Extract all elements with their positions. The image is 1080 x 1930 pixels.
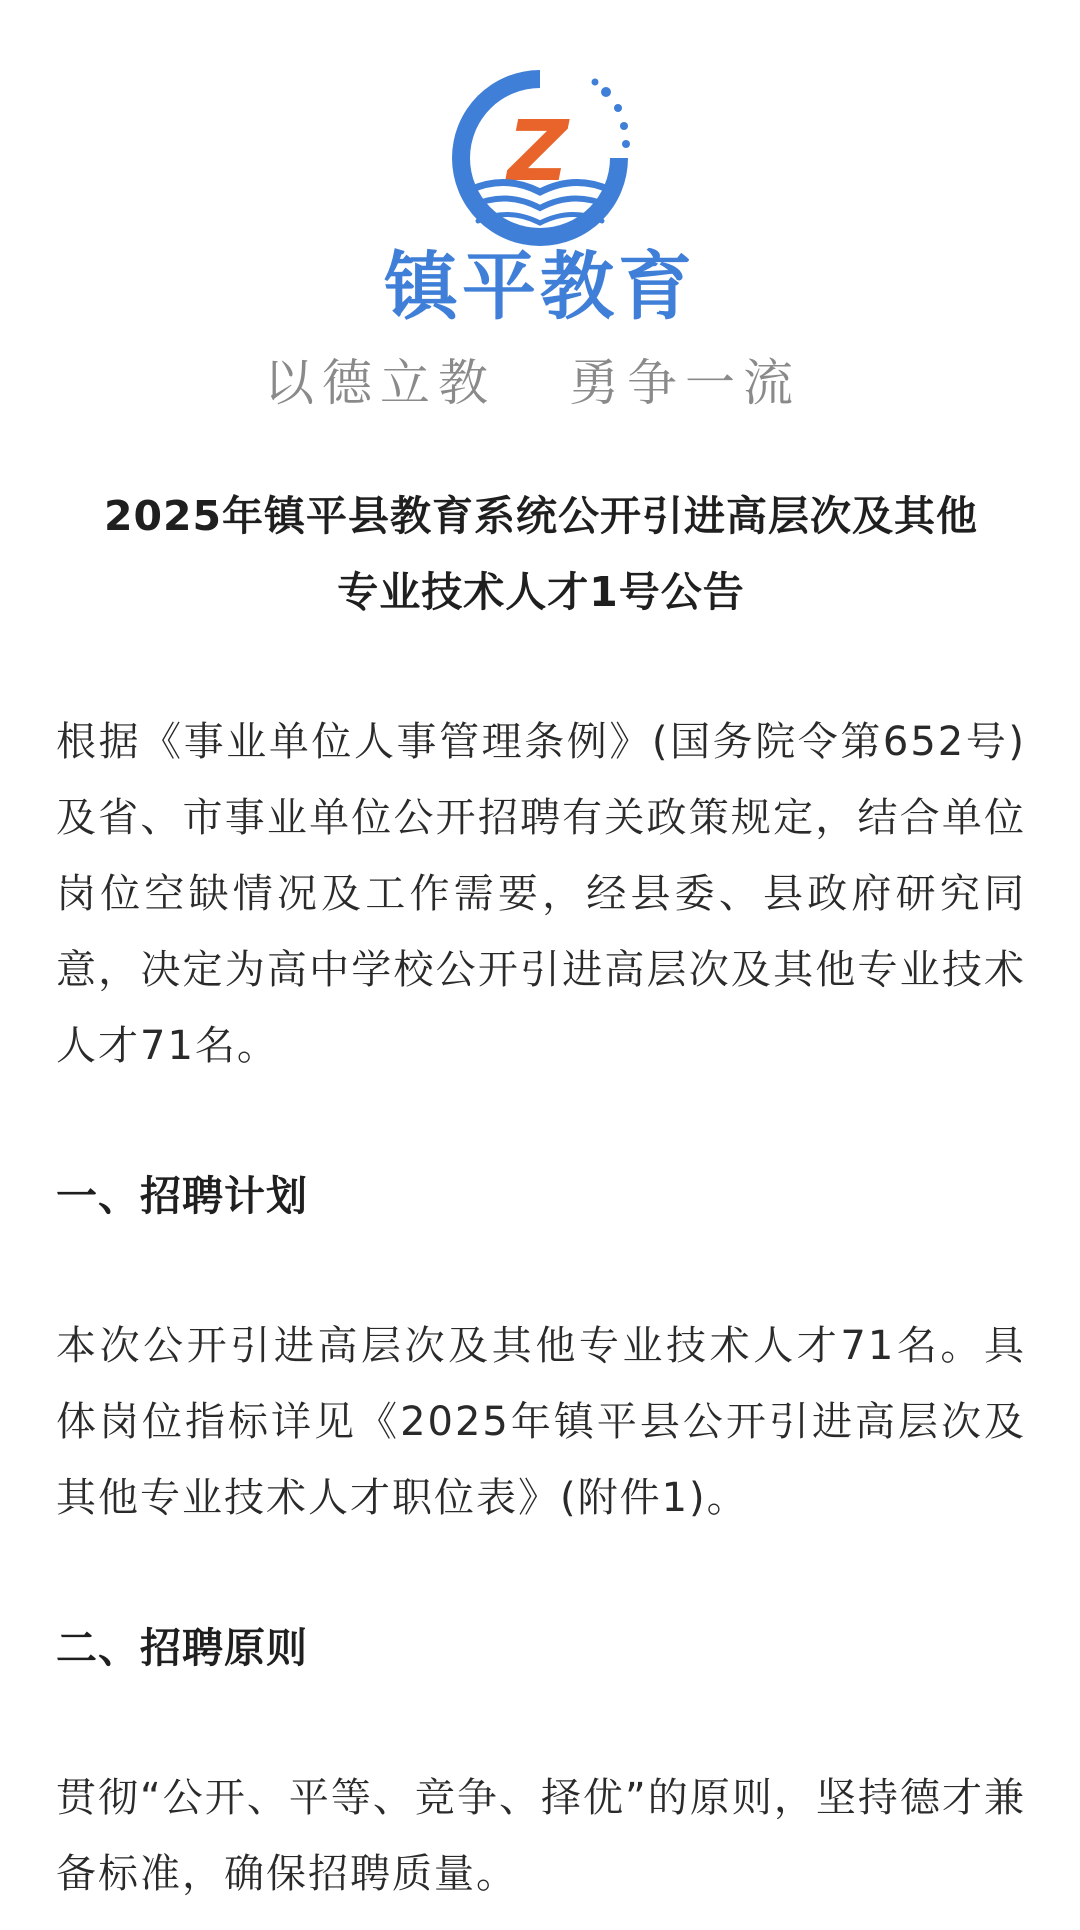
logo-dot <box>614 104 622 112</box>
section-body-plan: 本次公开引进高层次及其他专业技术人才71名。具体岗位指标详见《2025年镇平县公开引进高层次及其他专业技术人才职位表》(附件1)。 <box>56 1323 1026 1521</box>
logo-slogan-left: 以德立教 <box>264 354 496 412</box>
intro-paragraph: 根据《事业单位人事管理条例》(国务院令第652号)及省、市事业单位公开招聘有关政策规定，结合单位岗位空缺情况及工作需要，经县委、县政府研究同意，决定为高中学校公开引进高层次及其他专业技术人才71名。 <box>56 719 1026 1069</box>
logo-slogan-right: 勇争一流 <box>569 354 801 412</box>
logo-dot <box>622 140 630 148</box>
logo-dot <box>620 122 628 130</box>
section-heading-plan: 一、招聘计划 <box>56 1172 308 1220</box>
logo-mark-letter: Z <box>507 102 569 200</box>
logo-dot <box>601 87 611 97</box>
logo-name: 镇平教育 <box>384 244 696 330</box>
announcement-article <box>56 478 1026 1912</box>
zhenping-education-logo <box>0 40 1080 420</box>
logo-dot <box>592 79 599 86</box>
logo <box>0 40 1080 420</box>
announcement-title <box>56 478 1026 630</box>
title-line-2: 专业技术人才1号公告 <box>337 568 745 616</box>
section-body-principle: 贯彻“公开、平等、竞争、择优”的原则，坚持德才兼备标准，确保招聘质量。 <box>56 1775 1026 1897</box>
section-heading-principle: 二、招聘原则 <box>56 1624 308 1672</box>
title-line-1: 2025年镇平县教育系统公开引进高层次及其他 <box>103 492 979 540</box>
